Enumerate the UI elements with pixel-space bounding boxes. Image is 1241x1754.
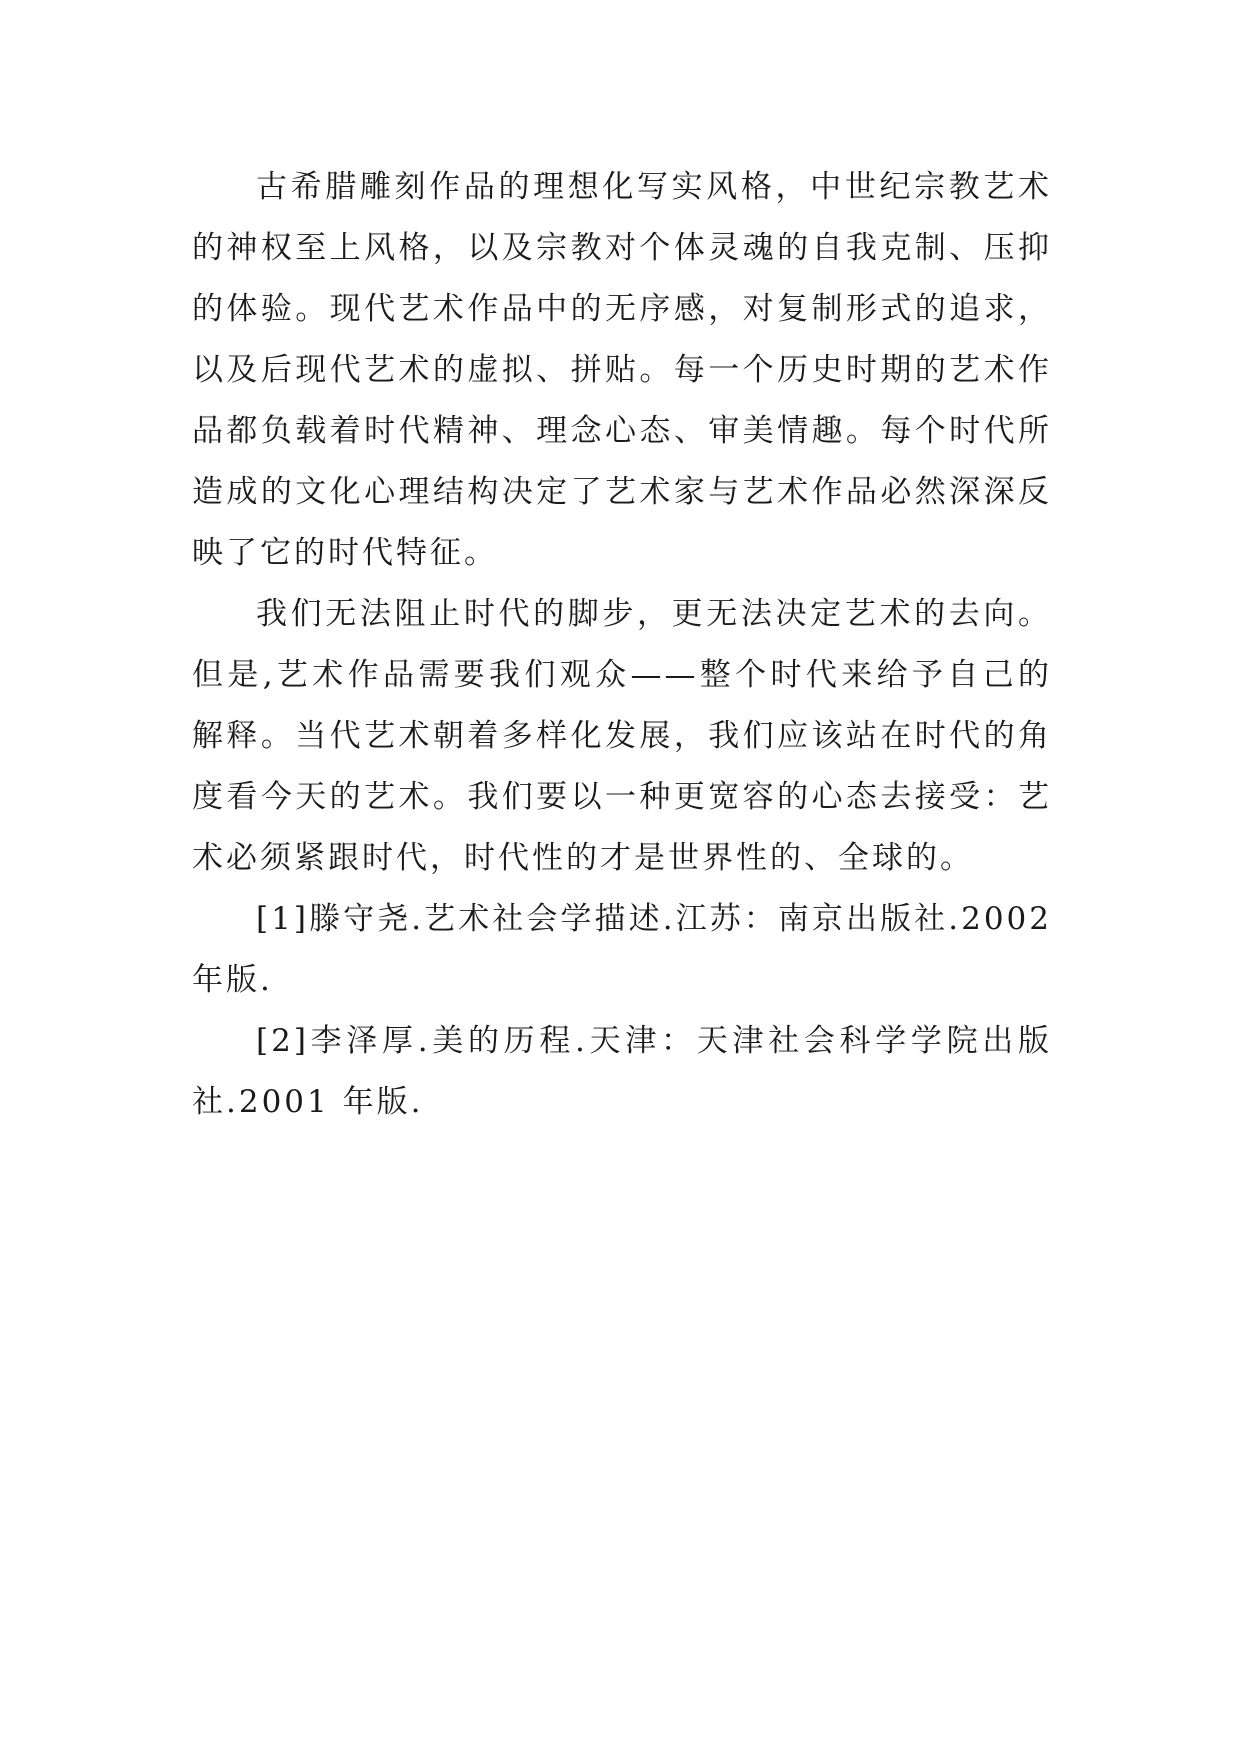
body-paragraph: 我们无法阻止时代的脚步，更无法决定艺术的去向。但是,艺术作品需要我们观众——整个时代来给予自己的解释。当代艺术朝着多样化发展，我们应该站在时代的角度看今天的艺术。我们要以一种更宽容的心态去接受：艺术必须紧跟时代，时代性的才是世界性的、全球的。 xyxy=(192,596,1052,876)
reference-item: [2]李泽厚.美的历程.天津：天津社会科学学院出版社.2001 年版. xyxy=(192,1023,1052,1120)
body-paragraph: 古希腊雕刻作品的理想化写实风格，中世纪宗教艺术的神权至上风格，以及宗教对个体灵魂的自我克制、压抑的体验。现代艺术作品中的无序感，对复制形式的追求，以及后现代艺术的虚拟、拼贴。每一个历史时期的艺术作品都负载着时代精神、理念心态、审美情趣。每个时代所造成的文化心理结构决定了艺术家与艺术作品必然深深反映了它的时代特征。 xyxy=(192,169,1052,571)
document-body xyxy=(192,157,1052,1133)
reference-item: [1]滕守尧.艺术社会学描述.江苏：南京出版社.2002 年版. xyxy=(192,901,1052,998)
